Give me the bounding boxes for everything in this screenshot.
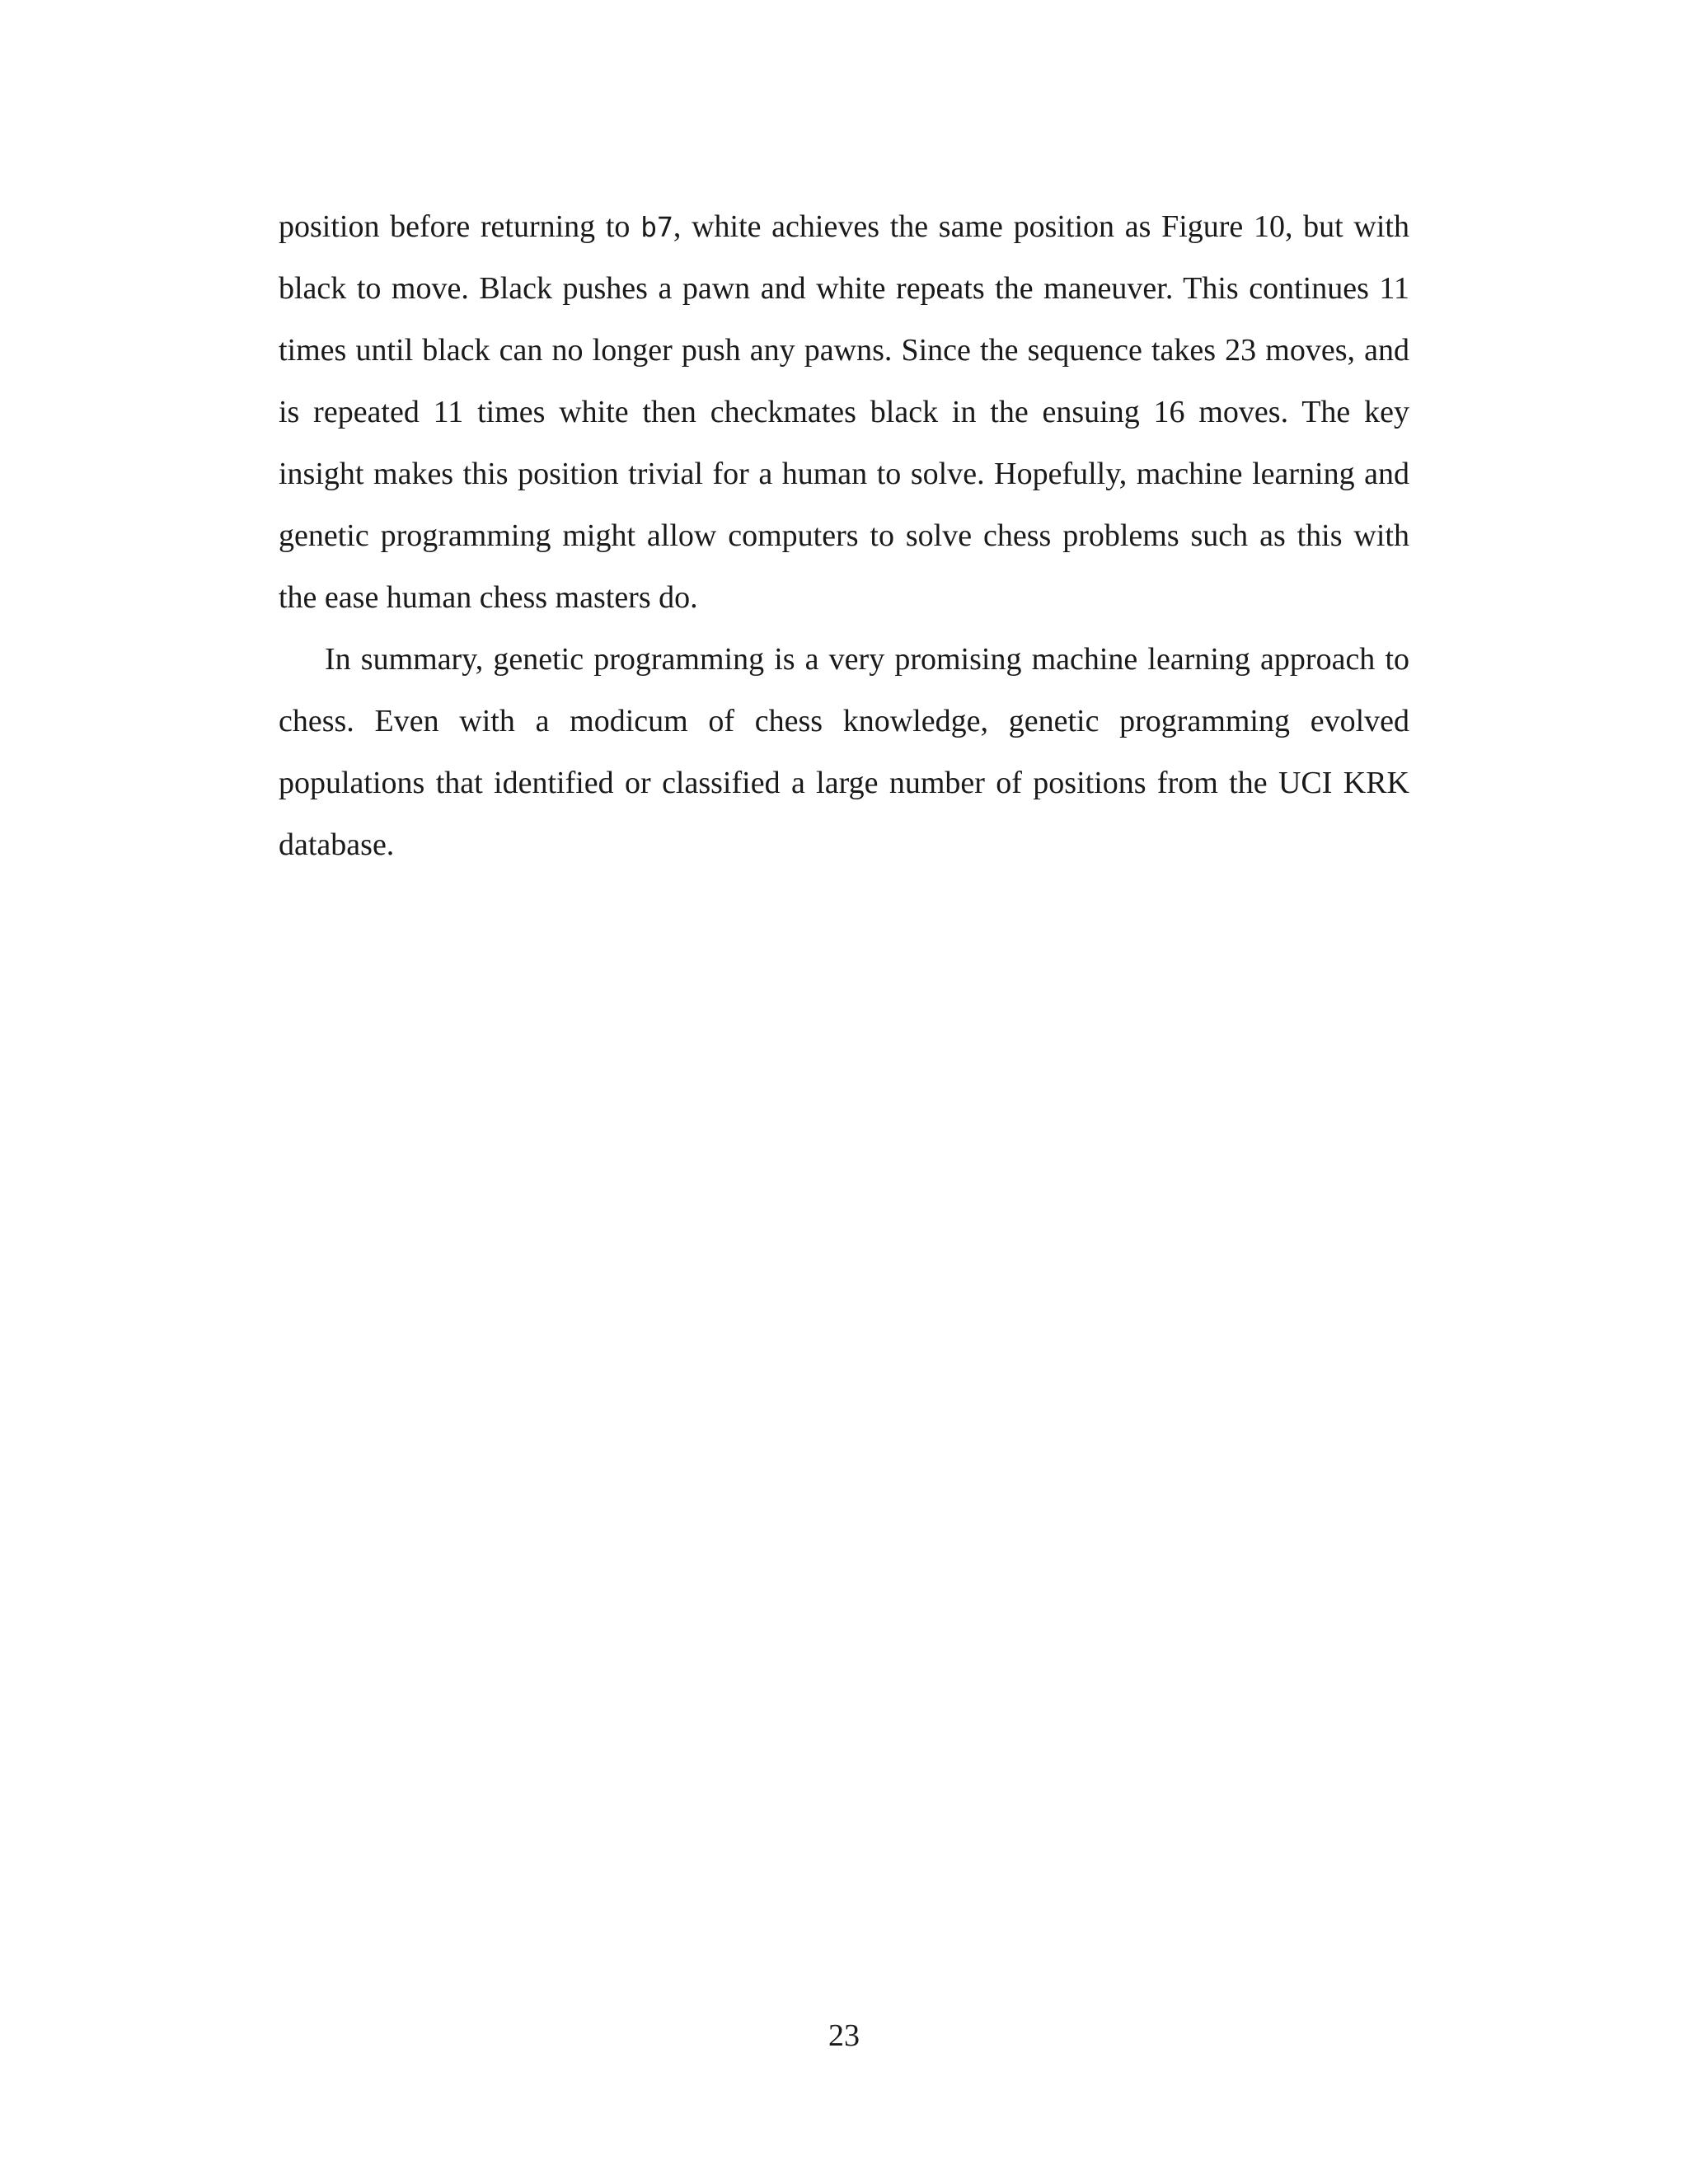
paragraph-text-rest: , white achieves the same position as Figure 10, but with black to move. Black pushes a pawn and white repeats the maneuver. This continues 11 times until black can no longer push any pawns. Since the sequence takes 23 moves, and is repeated 11 times white then checkmates black in the ensuing 16 moves. The key insight makes this position trivial for a human to solve. Hopefully, machine learning and genetic programming might allow computers to solve chess problems such as this with the ease human chess masters do. — [279, 209, 1409, 615]
body-text — [279, 196, 1409, 876]
paragraph-text-start: position before returning to — [279, 209, 641, 244]
inline-code-square: b7 — [640, 211, 673, 243]
page-number: 23 — [828, 2018, 860, 2053]
paragraph-summary: In summary, genetic programming is a very promising machine learning approach to chess. Even with a modicum of chess knowledge, genetic programming evolved populations that identified or classified a large number of positions from the UCI KRK database. — [279, 642, 1409, 862]
paragraph-continuation — [279, 196, 1409, 629]
